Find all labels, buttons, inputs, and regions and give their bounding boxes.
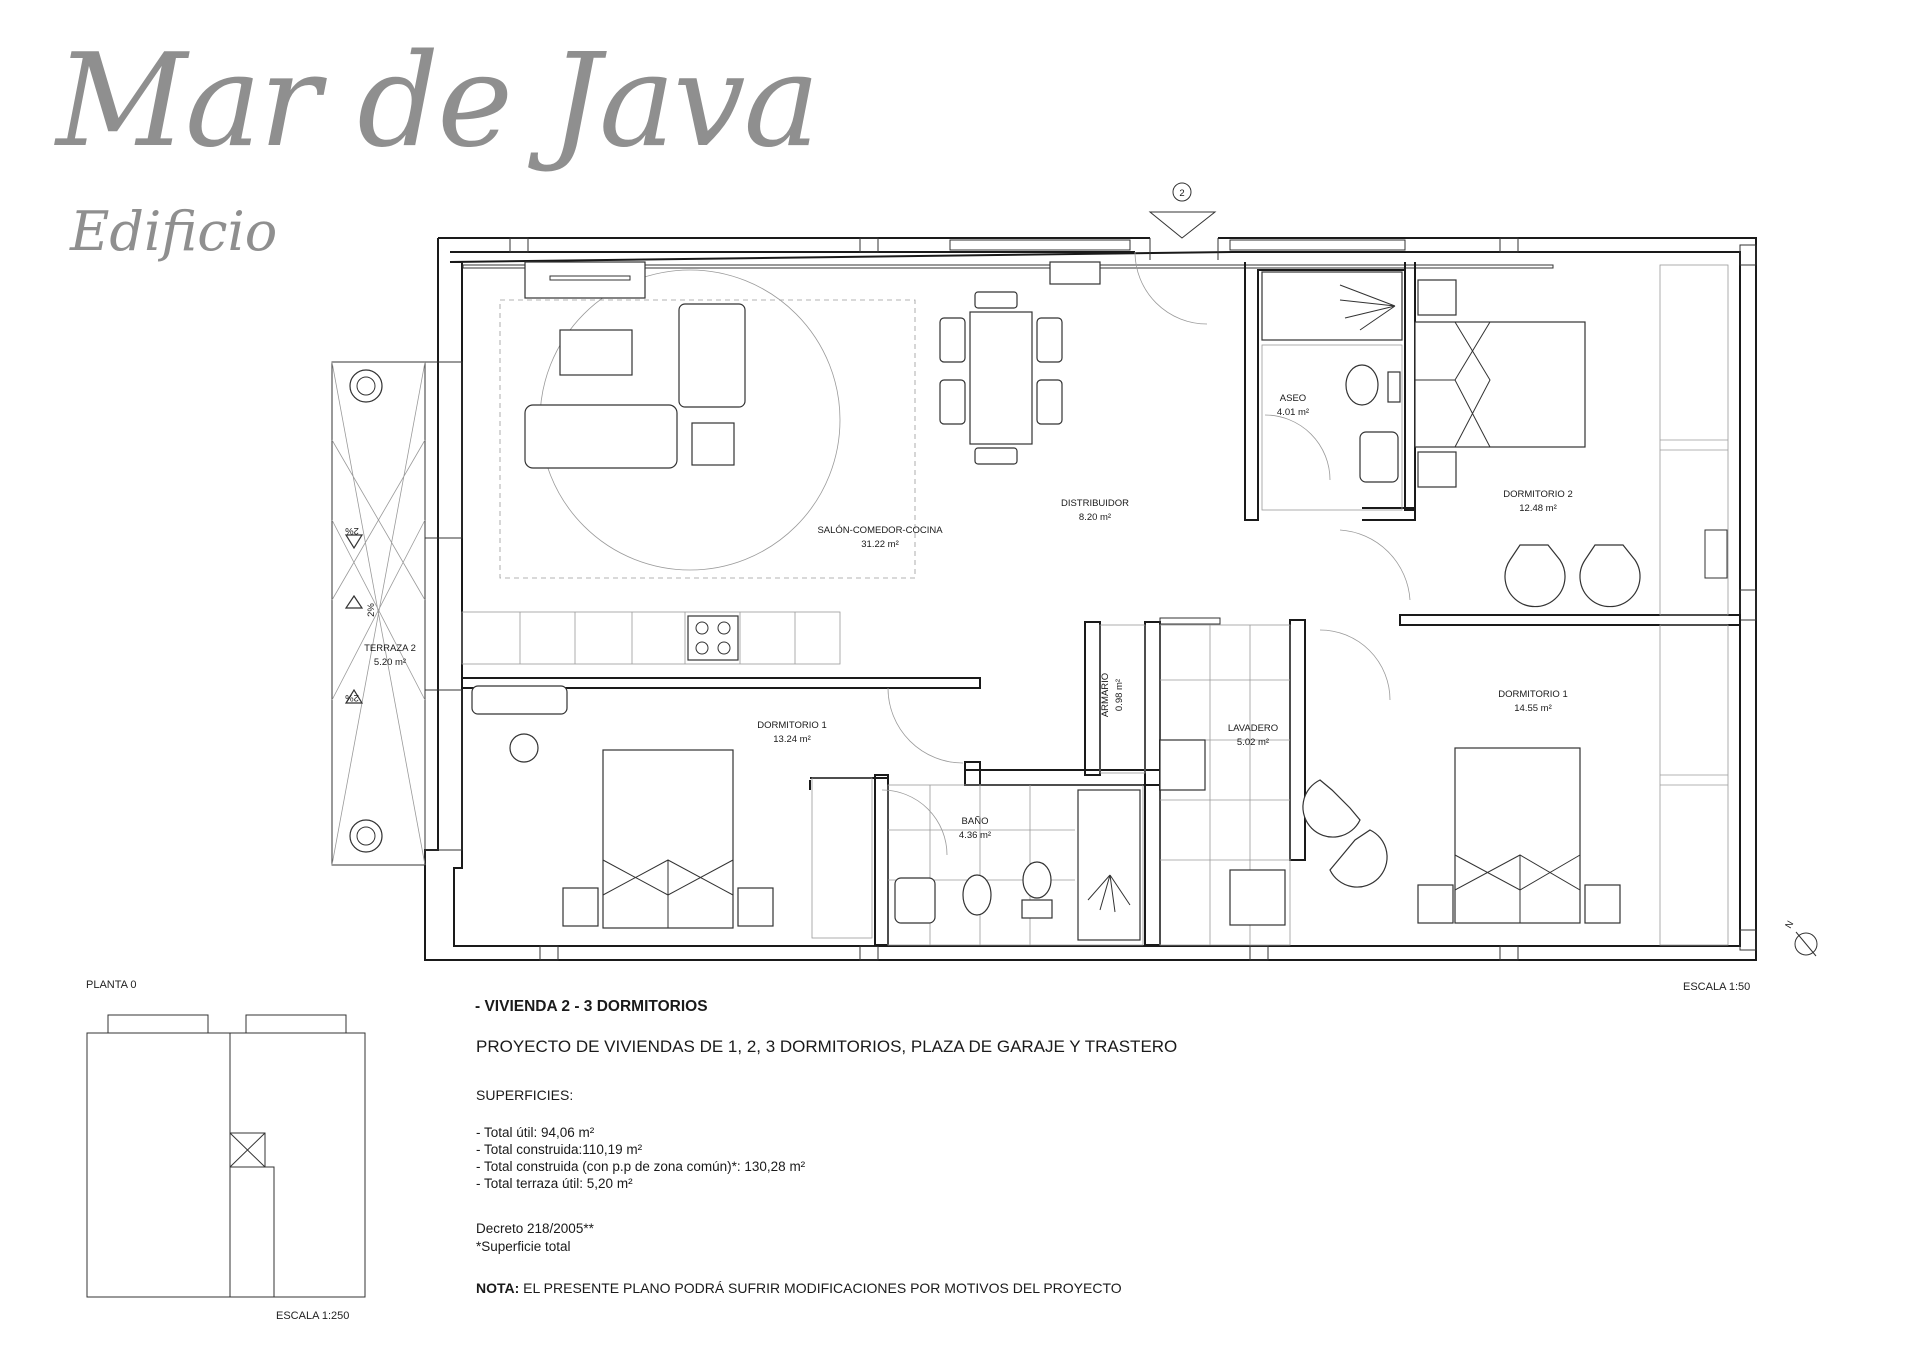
room-label-salon: SALÓN-COMEDOR-COCINA <box>817 525 943 536</box>
room-label-dormitorio-1-left: DORMITORIO 1 <box>757 720 827 731</box>
note-label: NOTA: <box>476 1280 520 1296</box>
room-area-lavadero: 5.02 m² <box>1236 737 1270 748</box>
slope-label-1: 2% <box>345 525 359 536</box>
key-plan-drawing <box>87 1015 365 1297</box>
project-note <box>476 1280 1122 1296</box>
room-label-aseo: ASEO <box>1279 393 1307 404</box>
slope-label-3: 2% <box>345 692 359 703</box>
brand-subtitle: Edificio <box>70 200 278 263</box>
surface-line: - Total construida (con p.p de zona común)*: 130,28 m² <box>476 1159 806 1174</box>
project-title: PROYECTO DE VIVIENDAS DE 1, 2, 3 DORMITORIOS, PLAZA DE GARAJE Y TRASTERO <box>476 1037 1178 1056</box>
room-area-armario: 0.98 m² <box>1114 678 1125 712</box>
room-label-armario: ARMARIO <box>1100 672 1111 718</box>
room-area-terraza: 5.20 m² <box>373 657 407 668</box>
room-label-dormitorio-2: DORMITORIO 2 <box>1503 489 1573 500</box>
terrace <box>332 362 425 865</box>
room-area-dormitorio-1-right: 14.55 m² <box>1514 703 1552 714</box>
room-area-salon: 31.22 m² <box>861 539 899 550</box>
section-marker <box>1150 183 1215 238</box>
room-label-lavadero: LAVADERO <box>1227 723 1279 734</box>
bedroom-2-furniture <box>1415 265 1728 615</box>
room-area-distribuidor: 8.20 m² <box>1078 512 1112 523</box>
room-label-bano: BAÑO <box>961 816 989 827</box>
brand-title: Mar de Java <box>56 27 818 176</box>
footnote-text: *Superficie total <box>476 1239 571 1254</box>
surface-line: - Total terraza útil: 5,20 m² <box>476 1176 633 1191</box>
room-label-distribuidor: DISTRIBUIDOR <box>1060 498 1130 509</box>
room-label-terraza: TERRAZA 2 <box>364 643 416 654</box>
room-label-dormitorio-1-right: DORMITORIO 1 <box>1498 689 1568 700</box>
surface-line: - Total útil: 94,06 m² <box>476 1125 595 1140</box>
bano-fixtures <box>888 785 1143 945</box>
aseo-fixtures <box>1262 272 1402 510</box>
svg-text:2: 2 <box>1179 188 1185 199</box>
room-area-aseo: 4.01 m² <box>1276 407 1310 418</box>
superficies-title: SUPERFICIES: <box>476 1087 574 1103</box>
slope-label-2: 2% <box>366 603 377 617</box>
north-arrow-icon <box>1783 919 1817 956</box>
surfaces-list <box>476 1124 805 1192</box>
key-plan-scale: ESCALA 1:250 <box>276 1310 350 1322</box>
room-area-dormitorio-2: 12.48 m² <box>1519 503 1557 514</box>
living-dining-furniture <box>462 262 1100 664</box>
room-area-bano: 4.36 m² <box>958 830 992 841</box>
dwelling-heading: - VIVIENDA 2 - 3 DORMITORIOS <box>475 998 708 1015</box>
room-area-dormitorio-1-left: 13.24 m² <box>773 734 811 745</box>
note-text: EL PRESENTE PLANO PODRÁ SUFRIR MODIFICACIONES POR MOTIVOS DEL PROYECTO <box>519 1280 1122 1296</box>
bedroom-1-right-furniture <box>1303 625 1728 945</box>
decree-text: Decreto 218/2005** <box>476 1221 594 1236</box>
plan-scale: ESCALA 1:50 <box>1683 981 1751 993</box>
svg-text:N: N <box>1783 919 1797 931</box>
key-plan-title: PLANTA 0 <box>86 979 137 991</box>
surface-line: - Total construida:110,19 m² <box>476 1142 643 1157</box>
